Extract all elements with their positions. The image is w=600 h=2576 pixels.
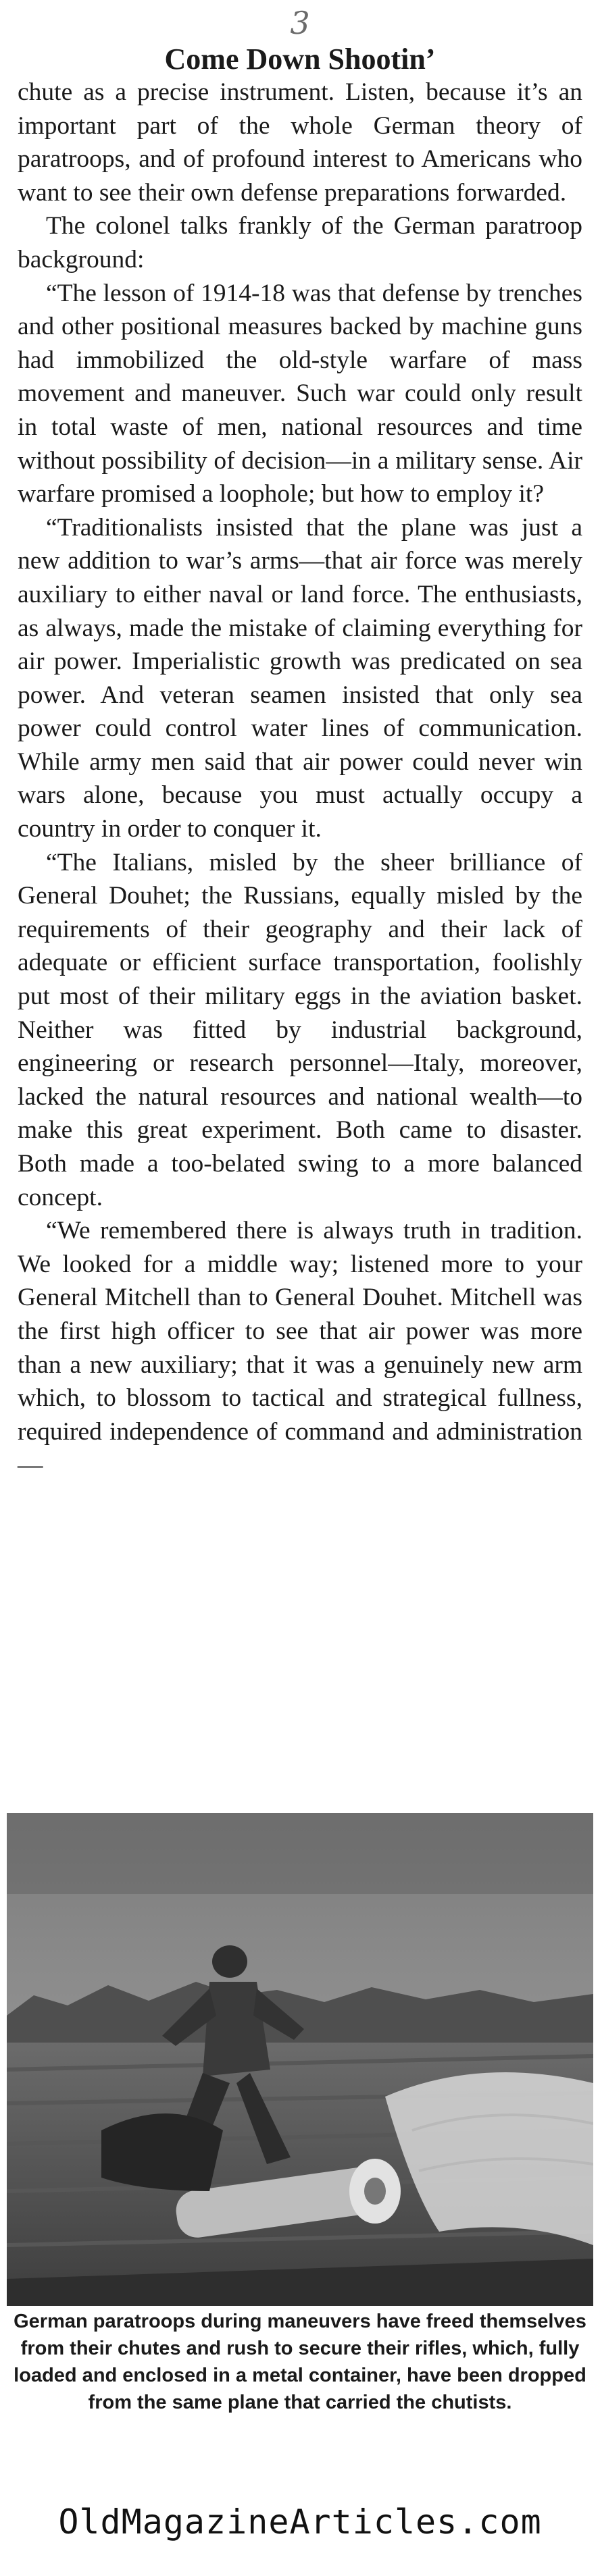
site-watermark: OldMagazineArticles.com	[58, 2502, 542, 2542]
article-paragraph: “We remembered there is always truth in tradition. We looked for a middle way; listened more to your General Mitchell than to General Douhet. Mitchell was the first high officer to see that air power was more than a new auxiliary; that it was a genuinely new arm which, to blossom to tactical and strategical fullness, required independence of command and administration—	[18, 1217, 582, 1479]
page-number: 3	[290, 5, 310, 41]
article-paragraph: “Traditionalists insisted that the plane was just a new addition to war’s arms—that air force was merely auxiliary to either naval or land force. The enthusiasts, as always, made the mistake of claiming everything for air power. Imperialistic growth was predicated on sea power. And veteran seamen insisted that only sea power could control water lines of communication. While army men said that air power could never win wars alone, because you must actually occupy a country in order to conquer it.	[18, 513, 582, 843]
running-head: Come Down Shootin’	[164, 43, 436, 76]
article-body	[18, 76, 582, 1482]
article-paragraph: “The Italians, misled by the sheer brilliance of General Douhet; the Russians, equally misled by the requirements of their geography and their lack of adequate or efficient surface transportation, foolishly put most of their military eggs in the aviation basket. Neither was fitted by industrial background, engineering or research personnel—Italy, moreover, lacked the natural resources and national wealth—to make this great experiment. Both came to disaster. Both made a too-belated swing to a more balanced concept.	[18, 848, 582, 1211]
article-paragraph: chute as a precise instrument. Listen, because it’s an important part of the whole German theory of paratroops, and of profound interest to Americans who want to see their own defense preparations forwarded.	[18, 78, 582, 207]
article-paragraph: The colonel talks frankly of the German paratroop background:	[18, 212, 582, 273]
photo-caption: German paratroops during maneuvers have freed themselves from their chutes and rush to secure their rifles, which, fully loaded and enclosed in a metal container, have been dropped from the same plane that carried the chutists.	[14, 2311, 586, 2413]
photo-illustration	[7, 1813, 593, 2306]
paratroops-photo	[7, 1813, 593, 2306]
article-paragraph: “The lesson of 1914-18 was that defense by trenches and other positional measures backed by machine guns had immobilized the old-style warfare of mass movement and maneuver. Such war could only result in total waste of men, national resources and time without possibility of decision—in a military sense. Air warfare promised a loophole; but how to employ it?	[18, 279, 582, 508]
